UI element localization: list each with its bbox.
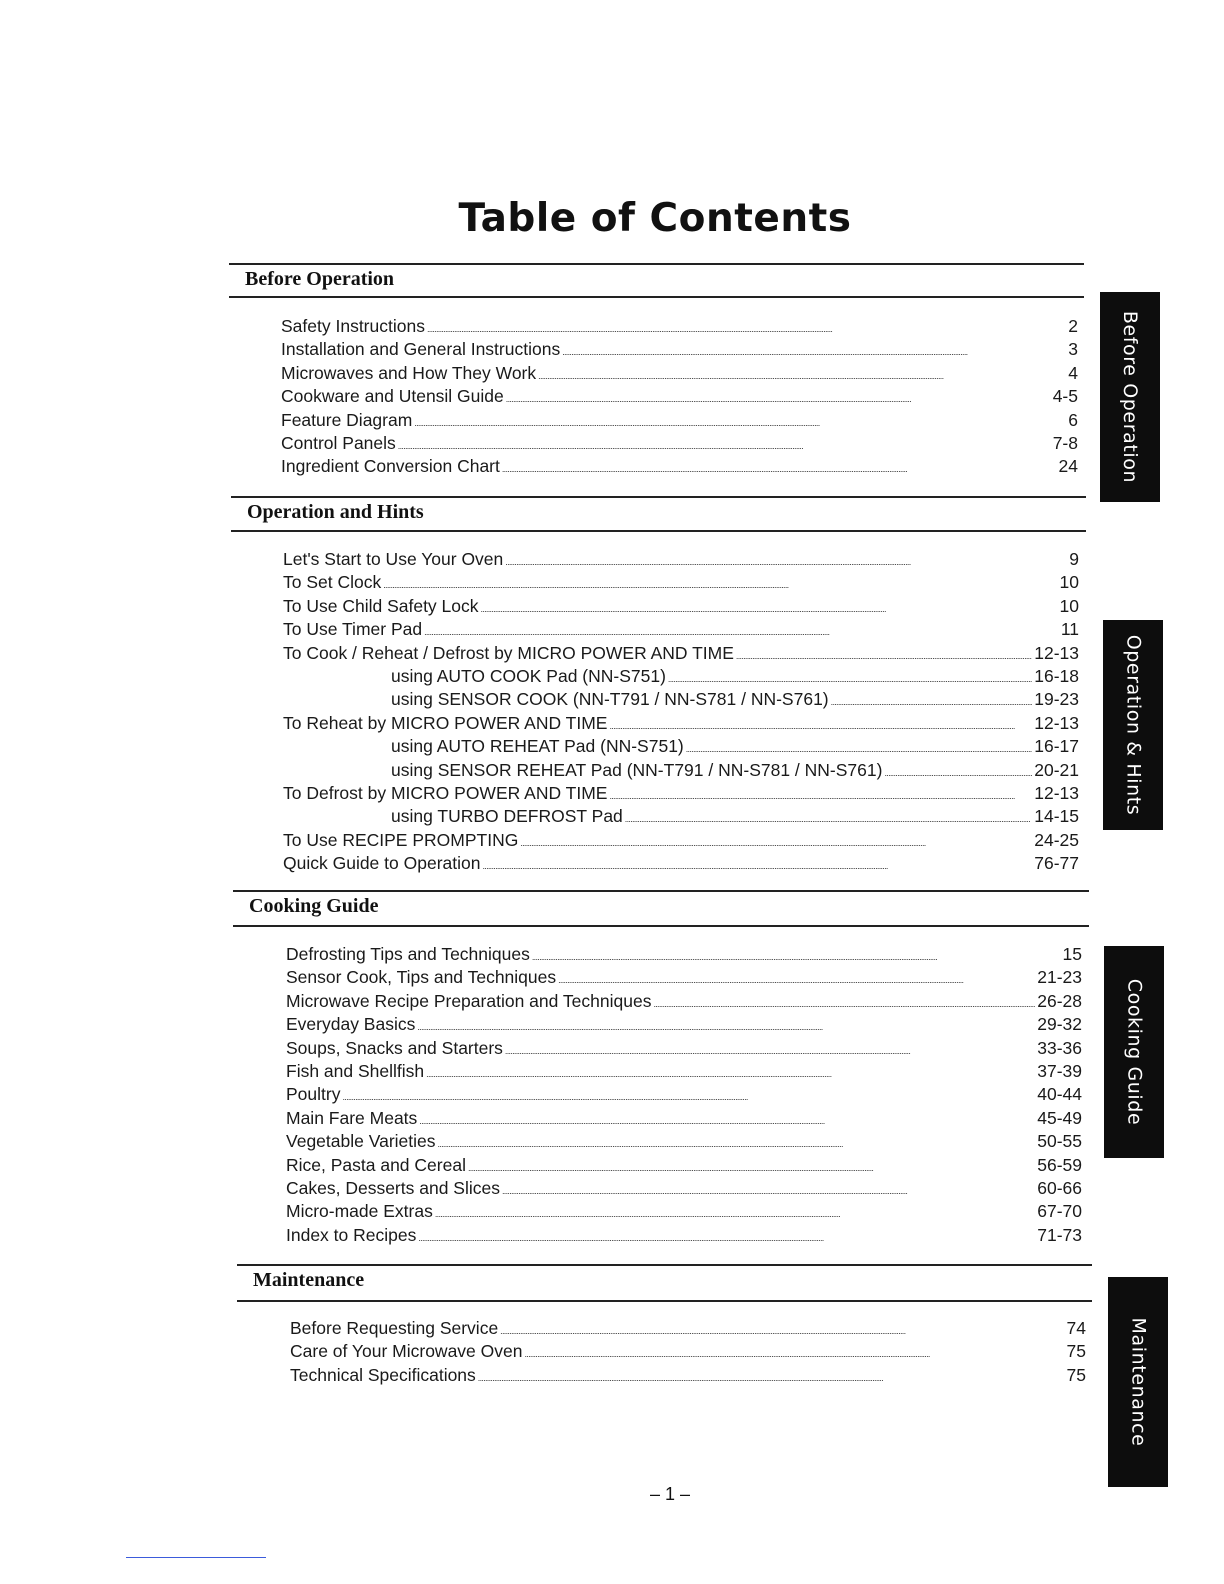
toc-entry[interactable]: Ingredient Conversion Chart . . . 24 [281, 455, 1078, 478]
side-tab-operation-hints[interactable]: Operation & Hints [1103, 620, 1163, 830]
toc-entry[interactable]: To Defrost by MICRO POWER AND TIME . . . 12-13 [283, 782, 1079, 805]
toc-entry[interactable]: Microwave Recipe Preparation and Techniques . . . 26-28 [286, 990, 1082, 1013]
section-heading: Operation and Hints [247, 501, 424, 523]
section-top-rule [233, 890, 1089, 892]
section-operation-and-hints [231, 496, 1086, 886]
toc-entry[interactable]: To Use Child Safety Lock . . . 10 [283, 595, 1079, 618]
section-heading-rule [237, 1300, 1092, 1302]
section-cooking-guide [233, 890, 1089, 1260]
toc-entry[interactable]: Cakes, Desserts and Slices . . . 60-66 [286, 1177, 1082, 1200]
toc-entry[interactable]: Quick Guide to Operation . . . 76-77 [283, 852, 1079, 875]
toc-entry[interactable]: To Reheat by MICRO POWER AND TIME . . . 12-13 [283, 712, 1079, 735]
toc-entry[interactable]: Sensor Cook, Tips and Techniques . . . 21-23 [286, 966, 1082, 989]
toc-entry[interactable]: Control Panels . . . 7-8 [281, 432, 1078, 455]
toc-entry[interactable]: Let's Start to Use Your Oven . . . 9 [283, 548, 1079, 571]
toc-entry[interactable]: Microwaves and How They Work . . . 4 [281, 362, 1078, 385]
toc-entry[interactable]: Defrosting Tips and Techniques . . . 15 [286, 943, 1082, 966]
side-tab-maintenance[interactable]: Maintenance [1108, 1277, 1168, 1487]
toc-entry[interactable]: Feature Diagram . . . 6 [281, 409, 1078, 432]
toc-entry[interactable]: Fish and Shellfish . . . 37-39 [286, 1060, 1082, 1083]
toc-entry[interactable]: Main Fare Meats . . . 45-49 [286, 1107, 1082, 1130]
page-number: – 1 – [649, 1484, 691, 1504]
toc-entry[interactable]: Everyday Basics . . . 29-32 [286, 1013, 1082, 1036]
section-top-rule [231, 496, 1086, 498]
section-heading: Maintenance [253, 1269, 365, 1291]
toc-subentry[interactable]: using AUTO REHEAT Pad (NN-S751) . . . 16-17 [283, 735, 1079, 758]
toc-entry[interactable]: Micro-made Extras . . . 67-70 [286, 1200, 1082, 1223]
section-heading-rule [229, 296, 1084, 298]
toc-entry[interactable]: To Use Timer Pad . . . 11 [283, 618, 1079, 641]
toc-subentry[interactable]: using AUTO COOK Pad (NN-S751) . . . 16-18 [283, 665, 1079, 688]
section-heading-rule [231, 530, 1086, 532]
side-tab-cooking-guide[interactable]: Cooking Guide [1104, 946, 1164, 1158]
toc-subentry[interactable]: using TURBO DEFROST Pad . . . 14-15 [283, 805, 1079, 828]
toc-entry[interactable]: Soups, Snacks and Starters . . . 33-36 [286, 1037, 1082, 1060]
toc-subentry[interactable]: using SENSOR COOK (NN-T791 / NN-S781 / NN-S761) . . . 19-23 [283, 688, 1079, 711]
toc-entry[interactable]: Installation and General Instructions . . . 3 [281, 338, 1078, 361]
section-heading: Before Operation [245, 268, 395, 290]
section-heading: Cooking Guide [249, 895, 379, 917]
toc-entry[interactable]: Care of Your Microwave Oven . . . 75 [290, 1340, 1086, 1363]
toc-entry[interactable]: Safety Instructions . . . 2 [281, 315, 1078, 338]
toc-entry[interactable]: Before Requesting Service . . . 74 [290, 1317, 1086, 1340]
section-heading-rule [233, 925, 1089, 927]
toc-entry[interactable]: To Use RECIPE PROMPTING . . . 24-25 [283, 829, 1079, 852]
section-before-operation [229, 263, 1084, 498]
toc-entry[interactable]: Technical Specifications . . . 75 [290, 1364, 1086, 1387]
toc-entry[interactable]: Cookware and Utensil Guide . . . 4-5 [281, 385, 1078, 408]
section-top-rule [229, 263, 1084, 265]
toc-subentry[interactable]: using SENSOR REHEAT Pad (NN-T791 / NN-S781 / NN-S761) . . . 20-21 [283, 759, 1079, 782]
toc-entry[interactable]: Index to Recipes . . . 71-73 [286, 1224, 1082, 1247]
toc-entry[interactable]: Poultry . . . 40-44 [286, 1083, 1082, 1106]
toc-entry[interactable]: To Cook / Reheat / Defrost by MICRO POWER AND TIME . . . 12-13 [283, 642, 1079, 665]
side-tab-before-operation[interactable]: Before Operation [1100, 292, 1160, 502]
page-title: Table of Contents [458, 196, 852, 241]
toc-entry[interactable]: Rice, Pasta and Cereal . . . 56-59 [286, 1154, 1082, 1177]
section-maintenance [237, 1264, 1092, 1394]
section-top-rule [237, 1264, 1092, 1266]
toc-entry[interactable]: Vegetable Varieties . . . 50-55 [286, 1130, 1082, 1153]
toc-entry[interactable]: To Set Clock . . . 10 [283, 571, 1079, 594]
footer-divider [126, 1557, 266, 1558]
